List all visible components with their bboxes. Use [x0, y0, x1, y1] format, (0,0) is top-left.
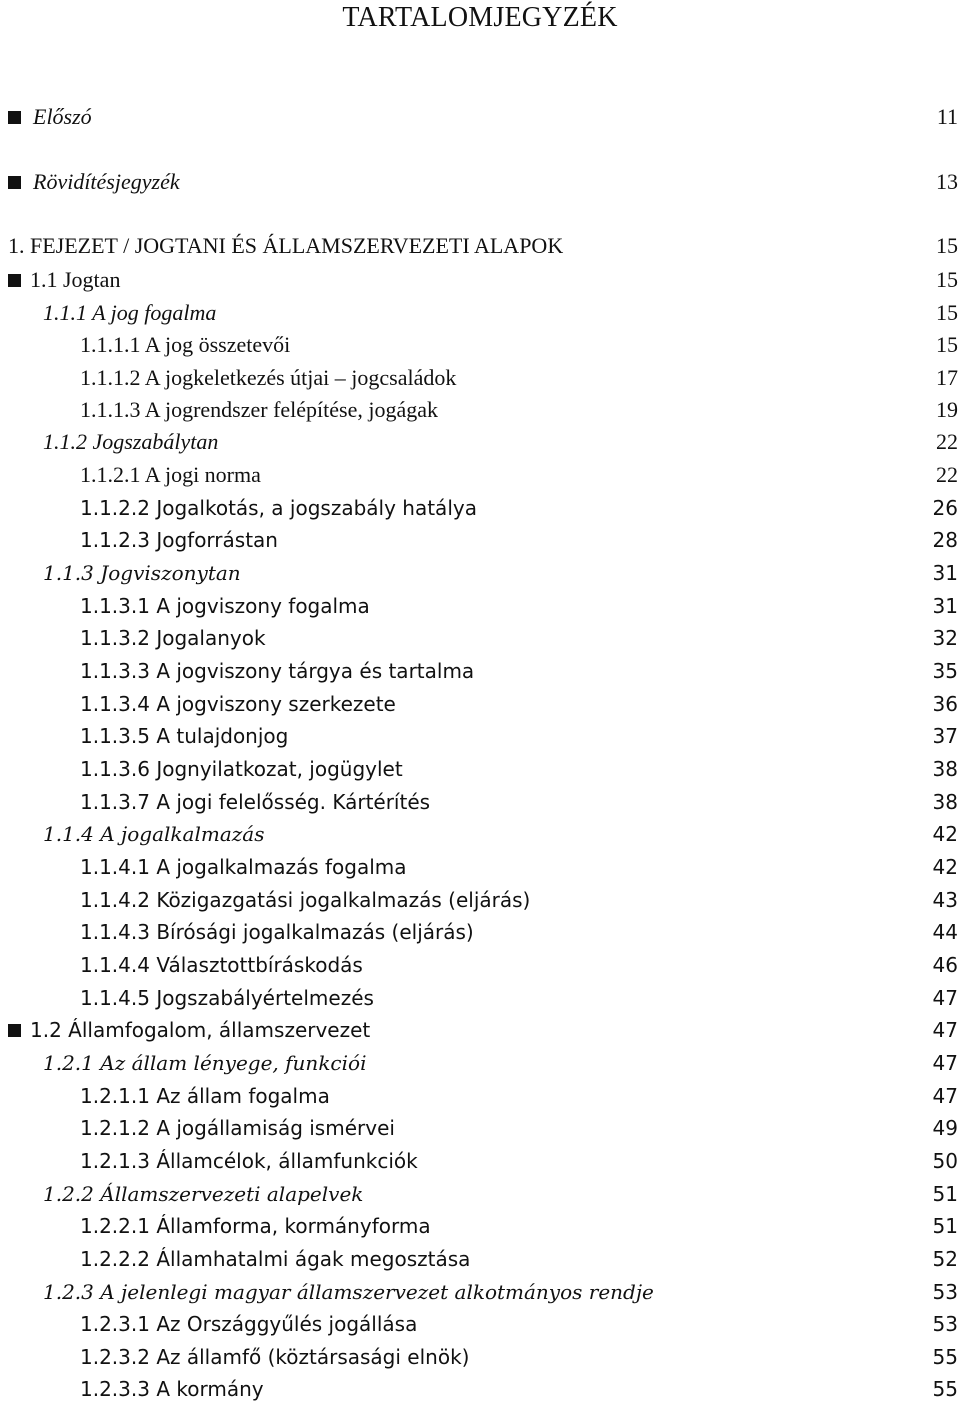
- entry-title: 1.1.3.7 A jogi felelősség. Kártérítés: [80, 790, 431, 814]
- entry-title: 1.2.1.2 A jogállamiság ismérvei: [80, 1116, 395, 1140]
- entry-title: 1.2.2.2 Államhatalmi ágak megosztása: [80, 1247, 471, 1271]
- entry-page-number: 36: [932, 692, 958, 716]
- entry-page-number: 55: [932, 1377, 958, 1401]
- toc-entry-subsubsection[interactable]: [0, 1308, 960, 1340]
- toc-entry-subsubsection[interactable]: [0, 524, 960, 556]
- entry-title: 1. FEJEZET / JOGTANI ÉS ÁLLAMSZERVEZETI ALAPOK: [8, 233, 564, 258]
- toc-entry-subsubsection[interactable]: [0, 1112, 960, 1144]
- toc-entry-subsection[interactable]: [0, 1178, 960, 1210]
- entry-title: 1.1.3.2 Jogalanyok: [80, 626, 266, 650]
- toc-entry-subsubsection[interactable]: [0, 590, 960, 622]
- entry-page-number: 15: [936, 267, 958, 292]
- toc-entry-subsubsection[interactable]: [0, 1080, 960, 1112]
- square-bullet-icon: [8, 176, 21, 189]
- toc-entry-subsubsection[interactable]: [0, 1243, 960, 1275]
- entry-page-number: 46: [932, 953, 958, 977]
- toc-entry-subsubsection[interactable]: [0, 753, 960, 785]
- entry-title: 1.1.4.5 Jogszabályértelmezés: [80, 986, 374, 1010]
- entry-page-number: 37: [932, 724, 958, 748]
- entry-title: 1.1.4.4 Választottbíráskodás: [80, 953, 363, 977]
- entry-page-number: 38: [932, 757, 958, 781]
- entry-page-number: 51: [932, 1214, 958, 1238]
- entry-page-number: 50: [932, 1149, 958, 1173]
- toc-entry-subsection[interactable]: [0, 297, 960, 329]
- toc-entry-subsubsection[interactable]: [0, 786, 960, 818]
- entry-title: 1.1.4.3 Bírósági jogalkalmazás (eljárás): [80, 920, 474, 944]
- toc-entry-subsubsection[interactable]: [0, 982, 960, 1014]
- entry-title: 1.1.1.1 A jog összetevői: [80, 332, 291, 357]
- square-bullet-icon: [8, 111, 21, 124]
- entry-title: 1.2.1.1 Az állam fogalma: [80, 1084, 330, 1108]
- entry-page-number: 22: [936, 462, 958, 487]
- toc-entry-subsection[interactable]: [0, 818, 960, 850]
- toc-entry-subsubsection[interactable]: [0, 1341, 960, 1373]
- square-bullet-icon: [8, 274, 21, 287]
- entry-page-number: 22: [936, 429, 958, 454]
- toc-entry-chapter-1[interactable]: [0, 230, 960, 262]
- entry-title: 1.2.3.2 Az államfő (köztársasági elnök): [80, 1345, 470, 1369]
- toc-entry-subsection[interactable]: [0, 1276, 960, 1308]
- entry-title: 1.1.2.3 Jogforrástan: [80, 528, 278, 552]
- entry-title: 1.1.1.2 A jogkeletkezés útjai – jogcsaládok: [80, 365, 457, 390]
- entry-page-number: 47: [932, 1018, 958, 1042]
- entry-title: 1.1.3.3 A jogviszony tárgya és tartalma: [80, 659, 475, 683]
- page-title: TARTALOMJEGYZÉK: [342, 2, 618, 33]
- toc-entry-subsubsection[interactable]: [0, 884, 960, 916]
- entry-page-number: 47: [932, 986, 958, 1010]
- entry-title: 1.2.1 Az állam lényege, funkciói: [43, 1051, 367, 1075]
- entry-title: 1.2.3.1 Az Országgyűlés jogállása: [80, 1312, 418, 1336]
- toc-entry-subsection[interactable]: [0, 1047, 960, 1079]
- entry-page-number: 15: [936, 332, 958, 357]
- entry-page-number: 47: [932, 1084, 958, 1108]
- entry-page-number: 13: [936, 169, 958, 194]
- toc-entry-subsubsection[interactable]: [0, 459, 960, 491]
- entry-title: 1.1.1.3 A jogrendszer felépítése, jogágak: [80, 397, 439, 422]
- toc-entry-subsubsection[interactable]: [0, 916, 960, 948]
- entry-page-number: 26: [932, 496, 958, 520]
- entry-title: 1.2.2.1 Államforma, kormányforma: [80, 1214, 431, 1238]
- entry-page-number: 53: [932, 1280, 958, 1304]
- toc-entry-subsubsection[interactable]: [0, 362, 960, 394]
- toc-entry-section-1-2[interactable]: [0, 1014, 960, 1046]
- toc-entry-subsubsection[interactable]: [0, 720, 960, 752]
- entry-page-number: 15: [936, 300, 958, 325]
- entry-title: Előszó: [33, 104, 92, 129]
- entry-title: 1.2.3.3 A kormány: [80, 1377, 264, 1401]
- entry-page-number: 47: [932, 1051, 958, 1075]
- entry-page-number: 44: [932, 920, 958, 944]
- toc-entry-subsubsection[interactable]: [0, 622, 960, 654]
- toc-entry-subsubsection[interactable]: [0, 655, 960, 687]
- toc-entry-section-1-1[interactable]: [0, 264, 960, 296]
- entry-page-number: 31: [932, 594, 958, 618]
- entry-page-number: 17: [936, 365, 958, 390]
- entry-page-number: 28: [932, 528, 958, 552]
- entry-title: 1.1.3.4 A jogviszony szerkezete: [80, 692, 396, 716]
- entry-title: 1.1.3.6 Jognyilatkozat, jogügylet: [80, 757, 403, 781]
- entry-title: 1.1.3 Jogviszonytan: [43, 561, 241, 585]
- entry-title: 1.1.3.5 A tulajdonjog: [80, 724, 289, 748]
- toc-entry-subsubsection[interactable]: [0, 688, 960, 720]
- toc-entry-subsection[interactable]: [0, 426, 960, 458]
- toc-entry-subsubsection[interactable]: [0, 851, 960, 883]
- entry-title: 1.1.1 A jog fogalma: [43, 300, 217, 325]
- entry-page-number: 31: [932, 561, 958, 585]
- entry-page-number: 53: [932, 1312, 958, 1336]
- entry-title: 1.1.4 A jogalkalmazás: [43, 822, 265, 846]
- toc-entry-subsubsection[interactable]: [0, 1373, 960, 1405]
- entry-title: 1.2.1.3 Államcélok, államfunkciók: [80, 1149, 418, 1173]
- entry-title: 1.1.2 Jogszabálytan: [43, 429, 219, 454]
- toc-entry-subsubsection[interactable]: [0, 1145, 960, 1177]
- toc-entry-abbreviations[interactable]: [0, 166, 960, 198]
- toc-entry-subsubsection[interactable]: [0, 394, 960, 426]
- entry-page-number: 55: [932, 1345, 958, 1369]
- toc-entry-subsection[interactable]: [0, 557, 960, 589]
- entry-page-number: 49: [932, 1116, 958, 1140]
- entry-page-number: 52: [932, 1247, 958, 1271]
- entry-page-number: 42: [932, 855, 958, 879]
- entry-title: 1.1.4.2 Közigazgatási jogalkalmazás (eljárás): [80, 888, 531, 912]
- entry-title: Rövidítésjegyzék: [33, 169, 180, 194]
- toc-entry-subsubsection[interactable]: [0, 1210, 960, 1242]
- entry-page-number: 43: [932, 888, 958, 912]
- toc-entry-subsubsection[interactable]: [0, 492, 960, 524]
- entry-title: 1.2 Államfogalom, államszervezet: [30, 1018, 371, 1042]
- entry-page-number: 38: [932, 790, 958, 814]
- entry-title: 1.1.4.1 A jogalkalmazás fogalma: [80, 855, 407, 879]
- entry-title: 1.1.2.2 Jogalkotás, a jogszabály hatálya: [80, 496, 477, 520]
- entry-page-number: 11: [936, 104, 958, 129]
- square-bullet-icon: [8, 1024, 21, 1037]
- entry-page-number: 19: [936, 397, 958, 422]
- entry-title: 1.1.2.1 A jogi norma: [80, 462, 261, 487]
- entry-page-number: 51: [932, 1182, 958, 1206]
- entry-page-number: 35: [932, 659, 958, 683]
- entry-title: 1.2.3 A jelenlegi magyar államszervezet alkotmányos rendje: [43, 1280, 654, 1304]
- toc-entry-subsubsection[interactable]: [0, 329, 960, 361]
- entry-page-number: 15: [936, 233, 958, 258]
- toc-entry-subsubsection[interactable]: [0, 949, 960, 981]
- entry-title: 1.2.2 Államszervezeti alapelvek: [43, 1182, 364, 1206]
- toc-entry-preface[interactable]: [0, 101, 960, 133]
- entry-title: 1.1 Jogtan: [30, 267, 121, 292]
- entry-page-number: 42: [932, 822, 958, 846]
- entry-page-number: 32: [932, 626, 958, 650]
- entry-title: 1.1.3.1 A jogviszony fogalma: [80, 594, 370, 618]
